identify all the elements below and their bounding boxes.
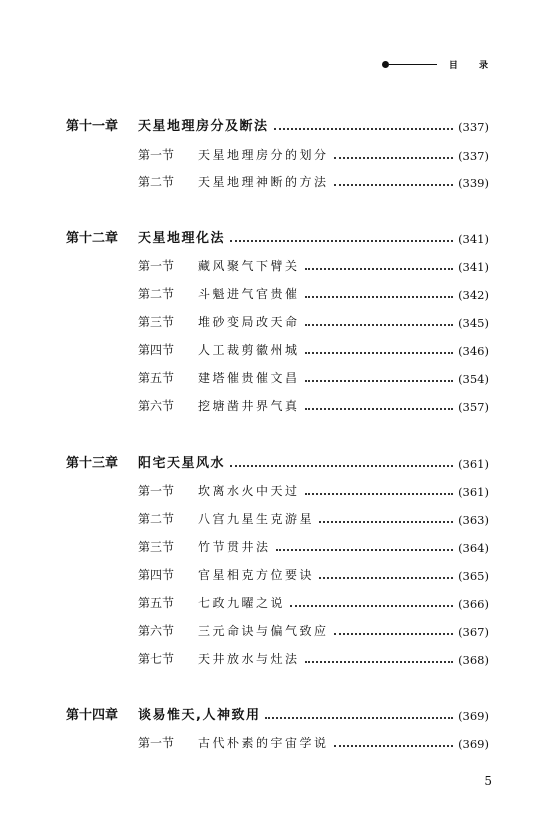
header-rule — [389, 64, 437, 65]
toc-section-row — [138, 733, 489, 751]
toc-section-row — [138, 340, 489, 358]
toc-entry-page: (364) — [458, 541, 489, 555]
toc-entry-title: 天星地理神断的方法 — [198, 175, 329, 189]
toc-entry-page: (366) — [458, 597, 489, 611]
toc-entry-number: 第四节 — [138, 568, 175, 582]
header-title: 目 录 — [448, 61, 497, 71]
toc-entry-page: (337) — [458, 120, 489, 134]
toc-section-row — [138, 256, 489, 274]
dot-leader — [230, 465, 453, 467]
toc-section-row — [138, 284, 489, 302]
toc-entry-number: 第一节 — [138, 148, 175, 162]
toc-entry-page: (365) — [458, 569, 489, 583]
toc-entry-number: 第二节 — [138, 175, 175, 189]
toc-entry-page: (357) — [458, 400, 489, 414]
toc-entry-number: 第二节 — [138, 512, 175, 526]
toc-section-row — [138, 621, 489, 639]
dot-leader — [276, 549, 454, 551]
dot-leader — [334, 633, 454, 635]
toc-entry-number: 第一节 — [138, 259, 175, 273]
toc-entry-page: (367) — [458, 625, 489, 639]
toc-entry-page: (354) — [458, 372, 489, 386]
toc-entry-number: 第十一章 — [66, 119, 119, 134]
toc-section-row — [138, 593, 489, 611]
toc-section-row — [138, 537, 489, 555]
running-header — [382, 58, 497, 71]
toc-entry-number: 第十二章 — [66, 231, 119, 246]
dot-leader — [334, 157, 454, 159]
toc-entry-title: 八宫九星生克游星 — [198, 512, 315, 526]
toc-entry-title: 堆砂变局改天命 — [198, 315, 300, 329]
dot-leader — [305, 324, 454, 326]
toc-entry-title: 人工裁剪徽州城 — [198, 343, 300, 357]
toc-entry-title: 七政九曜之说 — [198, 596, 286, 610]
dot-leader — [305, 380, 454, 382]
toc-chapter-row — [66, 453, 489, 471]
dot-leader — [305, 296, 454, 298]
dot-leader — [305, 493, 454, 495]
toc-entry-page: (369) — [458, 737, 489, 751]
toc-chapter-row — [66, 705, 489, 723]
dot-leader — [274, 128, 454, 130]
toc-entry-title: 谈易惟天,人神致用 — [138, 708, 261, 723]
toc-entry-number: 第二节 — [138, 287, 175, 301]
toc-entry-number: 第五节 — [138, 371, 175, 385]
dot-leader — [305, 408, 454, 410]
toc-entry-title: 三元命诀与偏气致应 — [198, 624, 329, 638]
dot-leader — [319, 577, 453, 579]
toc-entry-number: 第一节 — [138, 736, 175, 750]
toc-section-row — [138, 172, 489, 190]
dot-leader — [305, 661, 454, 663]
toc-entry-number: 第三节 — [138, 540, 175, 554]
toc-chapter-row — [66, 228, 489, 246]
dot-leader — [305, 352, 454, 354]
toc-entry-page: (369) — [458, 709, 489, 723]
toc-entry-title: 古代朴素的宇宙学说 — [198, 736, 329, 750]
toc-entry-title: 天星地理化法 — [138, 231, 226, 246]
toc-entry-page: (339) — [458, 176, 489, 190]
toc-section-row — [138, 649, 489, 667]
toc-entry-number: 第四节 — [138, 343, 175, 357]
toc-entry-title: 斗魁进气官贵催 — [198, 287, 300, 301]
toc-entry-title: 天井放水与灶法 — [198, 652, 300, 666]
dot-leader — [334, 184, 454, 186]
dot-leader — [305, 268, 454, 270]
toc-entry-title: 天星地理房分的划分 — [198, 148, 329, 162]
toc-entry-title: 挖塘凿井界气真 — [198, 399, 300, 413]
toc-section-row — [138, 509, 489, 527]
toc-entry-page: (341) — [458, 232, 489, 246]
dot-leader — [334, 745, 454, 747]
toc-entry-title: 阳宅天星风水 — [138, 456, 226, 471]
bullet-icon — [382, 61, 389, 68]
toc-entry-number: 第七节 — [138, 652, 175, 666]
toc-entry-number: 第十四章 — [66, 708, 119, 723]
toc-section-row — [138, 481, 489, 499]
toc-section-row — [138, 396, 489, 414]
toc-chapter-row — [66, 116, 489, 134]
page-number: 5 — [484, 774, 492, 788]
toc-entry-title: 建塔催贵催文昌 — [198, 371, 300, 385]
toc-entry-page: (361) — [458, 457, 489, 471]
toc-entry-title: 藏风聚气下臂关 — [198, 259, 300, 273]
toc-entry-number: 第三节 — [138, 315, 175, 329]
toc-section-row — [138, 312, 489, 330]
toc-entry-page: (346) — [458, 344, 489, 358]
toc-entry-number: 第六节 — [138, 624, 175, 638]
dot-leader — [230, 240, 453, 242]
dot-leader — [290, 605, 453, 607]
toc-section-row — [138, 368, 489, 386]
toc-entry-number: 第一节 — [138, 484, 175, 498]
dot-leader — [265, 717, 453, 719]
toc-entry-page: (337) — [458, 149, 489, 163]
dot-leader — [319, 521, 453, 523]
toc-section-row — [138, 145, 489, 163]
toc-entry-number: 第十三章 — [66, 456, 119, 471]
toc-section-row — [138, 565, 489, 583]
toc-entry-title: 竹节贯井法 — [198, 540, 271, 554]
toc-entry-title: 官星相克方位要诀 — [198, 568, 315, 582]
toc-entry-title: 坎离水火中天过 — [198, 484, 300, 498]
toc-entry-number: 第六节 — [138, 399, 175, 413]
toc-entry-page: (368) — [458, 653, 489, 667]
toc-entry-page: (342) — [458, 288, 489, 302]
toc-entry-page: (363) — [458, 513, 489, 527]
toc-entry-title: 天星地理房分及断法 — [138, 119, 269, 134]
toc-entry-page: (341) — [458, 260, 489, 274]
toc-entry-page: (361) — [458, 485, 489, 499]
toc-entry-page: (345) — [458, 316, 489, 330]
toc-entry-number: 第五节 — [138, 596, 175, 610]
